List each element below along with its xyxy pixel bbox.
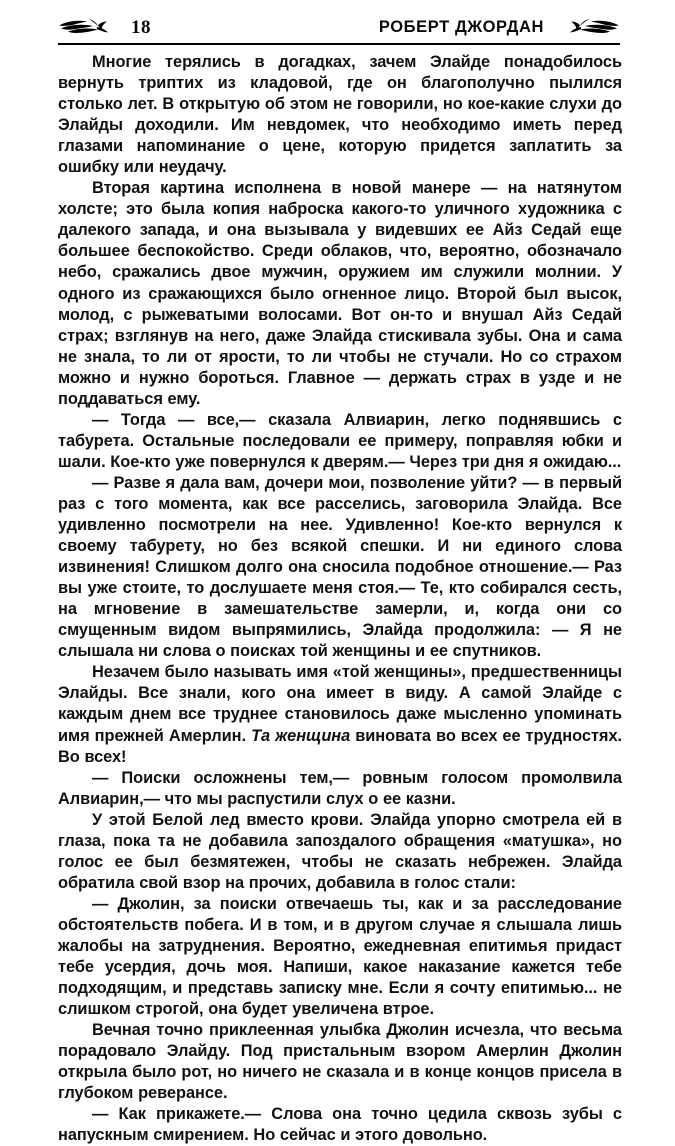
- paragraph: У этой Белой лед вместо крови. Элайда упорно смотрела ей в глаза, пока та не добавила запоздалого обращения «матушка», но голос ее был безмятежен, чтобы не сказать небрежен. Элайда обратила свой взор на прочих, добавила в голос стали:: [58, 810, 622, 892]
- paragraph: — Поиски осложнены тем,— ровным голосом промолвила Алвиарин,— что мы распустили слух о ее казни.: [58, 768, 622, 808]
- paragraph-text-segment: виновата во всех ее трудностях. Во всех!: [58, 726, 623, 766]
- body-text: [58, 52, 622, 1146]
- running-title: РОБЕРТ ДЖОРДАН: [378, 17, 544, 36]
- leaf-flourish-ornament-icon: [568, 17, 620, 37]
- paragraph: Многие терялись в догадках, зачем Элайде понадобилось вернуть триптих из кладовой, где он благополучно пылился столько лет. В открытую об этом не говорили, но кое-какие слухи до Элайды доходили. Им невдомек, что необходимо иметь перед глазами напоминание о цене, которую придется заплатить за ошибку или неудачу.: [58, 53, 622, 177]
- paragraph: — Как прикажете.— Слова она точно цедила сквозь зубы с напускным смирением. Но сейчас и этого довольно.: [58, 1105, 622, 1145]
- paragraph-text-segment: Незачем было называть имя «той женщины», предшественницы Элайды. Все знали, кого она имеет в виду. А самой Элайде с каждым днем все труднее становилось даже мысленно упоминать имя прежней Амерлин.: [58, 663, 622, 745]
- running-header: [58, 14, 620, 44]
- header-row: [58, 14, 620, 40]
- paragraph: — Разве я дала вам, дочери мои, позволение уйти? — в первый раз с того момента, как все расселись, заговорила Элайда. Все удивленно посмотрели на нее. Удивленно! Кое-кто вернулся к своему табурету, но без всякой спешки. И ни единого слова извинения! Слишком долго она сносила подобное отношение.— Раз вы уже стоите, то дослушаете меня стоя.— Те, кто собирался сесть, на мгновение в замешательстве замерли, и, когда они со смущенным видом выпрямились, Элайда продолжила: — Я не слышала ни слова о поисках той женщины и ее спутников.: [58, 473, 622, 661]
- paragraph: — Тогда — все,— сказала Алвиарин, легко поднявшись с табурета. Остальные последовали ее примеру, поправляя юбки и шали. Кое-кто уже повернулся к дверям.— Через три дня я ожидаю...: [58, 410, 622, 471]
- paragraph: Вторая картина исполнена в новой манере — на натянутом холсте; это была копия наброска какого-то уличного художника с далекого запада, и она вызывала у видевших ее Айз Седай еще большее беспокойство. Среди облаков, что, вероятно, обозначало небо, сражались двое мужчин, оружием им служили молнии. У одного из сражающихся было огненное лицо. Второй был высок, молод, с рыжеватыми волосами. Вот он-то и внушал Айз Седай страх; взглянув на него, даже Элайда стискивала зубы. Она и сама не знала, то ли от ярости, то ли чтобы не стучали. Но со страхом можно и нужно бороться. Главное — держать страх в узде и не поддаваться ему.: [58, 179, 622, 408]
- header-divider: [58, 43, 620, 45]
- emphasized-phrase: Та женщина: [251, 726, 351, 745]
- paragraph: Вечная точно приклеенная улыбка Джолин исчезла, что весьма порадовало Элайду. Под пристальным взором Амерлин Джолин открыла было рот, но ничего не сказала и в конце концов присела в глубоком реверансе.: [58, 1021, 622, 1103]
- leaf-flourish-ornament-icon: [58, 17, 110, 37]
- paragraph: — Джолин, за поиски отвечаешь ты, как и за расследование обстоятельств побега. И в том, и в другом случае я слышала лишь жалобы на затруднения. Вероятно, ежедневная епитимья придаст тебе усердия, дочь моя. Напиши, какое наказание кажется тебе подходящим, и представь записку мне. Если я сочту епитимью... не слишком строгой, она будет увеличена втрое.: [58, 894, 622, 1019]
- page-number: 18: [131, 16, 151, 38]
- paragraph: [58, 662, 622, 767]
